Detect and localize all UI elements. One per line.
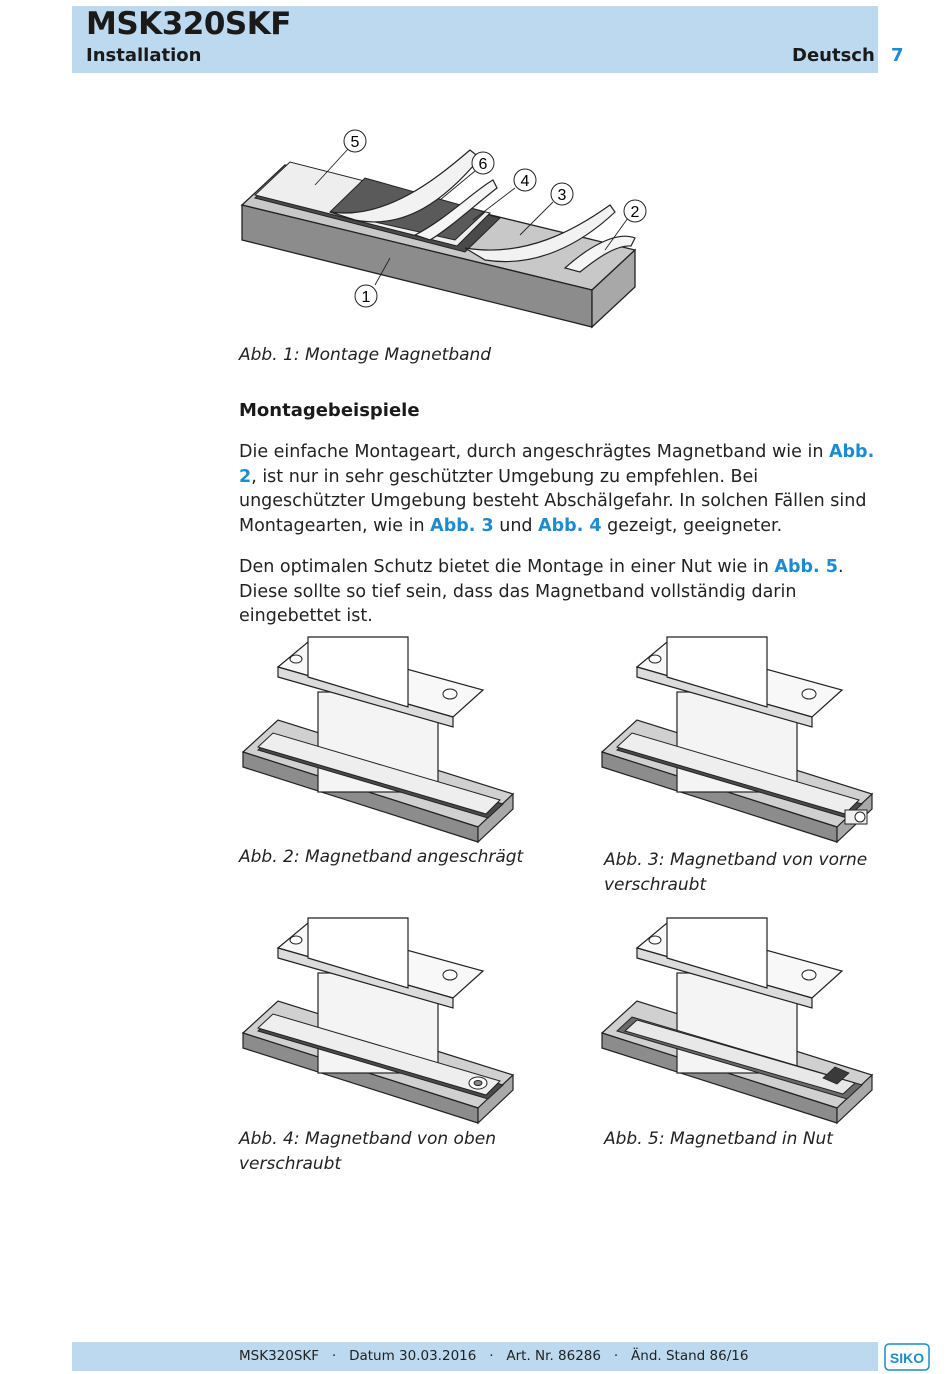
callout-3: 3 [557, 187, 567, 204]
siko-logo [884, 1342, 930, 1372]
callout-4: 4 [520, 173, 530, 190]
footer-separator: · [489, 1348, 494, 1364]
footer-date: Datum 30.03.2016 [349, 1348, 477, 1364]
figure-3-caption: Abb. 3: Magnetband von vorne verschraubt [604, 850, 868, 895]
footer-product: MSK320SKF [239, 1348, 320, 1364]
figure-4-caption: Abb. 4: Magnetband von oben verschraubt [239, 1129, 496, 1174]
link-abb-5[interactable]: Abb. 5 [774, 557, 838, 577]
figure-5-caption: Abb. 5: Magnetband in Nut [604, 1129, 833, 1149]
figure-1-caption: Abb. 1: Montage Magnetband [239, 345, 492, 365]
callout-6: 6 [478, 156, 488, 173]
figure-5-illustration [597, 913, 877, 1128]
document-title: MSK320SKF [86, 6, 291, 42]
language-label: Deutsch [792, 45, 875, 66]
footer-separator: · [331, 1348, 337, 1364]
paragraph-2 [239, 555, 879, 629]
document-subtitle: Installation [86, 45, 202, 66]
figure-2-caption: Abb. 2: Magnetband angeschrägt [239, 847, 524, 867]
paragraph-1 [239, 440, 879, 538]
page-number: 7 [891, 45, 904, 66]
paragraph-2-text-b: . Diese sollte so tief sein, dass das Magnetband vollständig darin eingebettet ist. [239, 557, 844, 626]
siko-logo-text: SIKO [889, 1350, 925, 1366]
link-abb-2[interactable]: Abb. 2 [239, 442, 875, 487]
section-heading: Montagebeispiele [239, 400, 420, 421]
paragraph-1-text-c: und [493, 515, 539, 536]
figure-1-mounting-illustration [235, 120, 655, 335]
footer-info [239, 1348, 748, 1364]
figure-2-illustration [238, 632, 518, 847]
footer-separator: · [613, 1348, 619, 1364]
footer-article: Art. Nr. 86286 [506, 1348, 601, 1364]
link-abb-4[interactable]: Abb. 4 [538, 515, 602, 536]
callout-1: 1 [361, 289, 371, 306]
callout-2: 2 [630, 204, 640, 221]
callout-5: 5 [350, 134, 360, 151]
footer-revision: Änd. Stand 86/16 [631, 1348, 749, 1364]
paragraph-2-text-a: Den optimalen Schutz bietet die Montage in einer Nut wie in [239, 557, 775, 577]
link-abb-3[interactable]: Abb. 3 [430, 515, 494, 536]
paragraph-1-text-a: Die einfache Montageart, durch angeschrägtes Magnetband wie in [239, 442, 829, 462]
figure-3-illustration [597, 632, 877, 847]
paragraph-1-text-d: gezeigt, geeigneter. [601, 515, 783, 536]
figure-4-illustration [238, 913, 518, 1128]
paragraph-1-text-b: , ist nur in sehr geschützter Umgebung zu empfehlen. Bei ungeschützter Umgebung besteht Abschälgefahr. In solchen Fällen sind Montagearten, wie in [239, 466, 867, 536]
